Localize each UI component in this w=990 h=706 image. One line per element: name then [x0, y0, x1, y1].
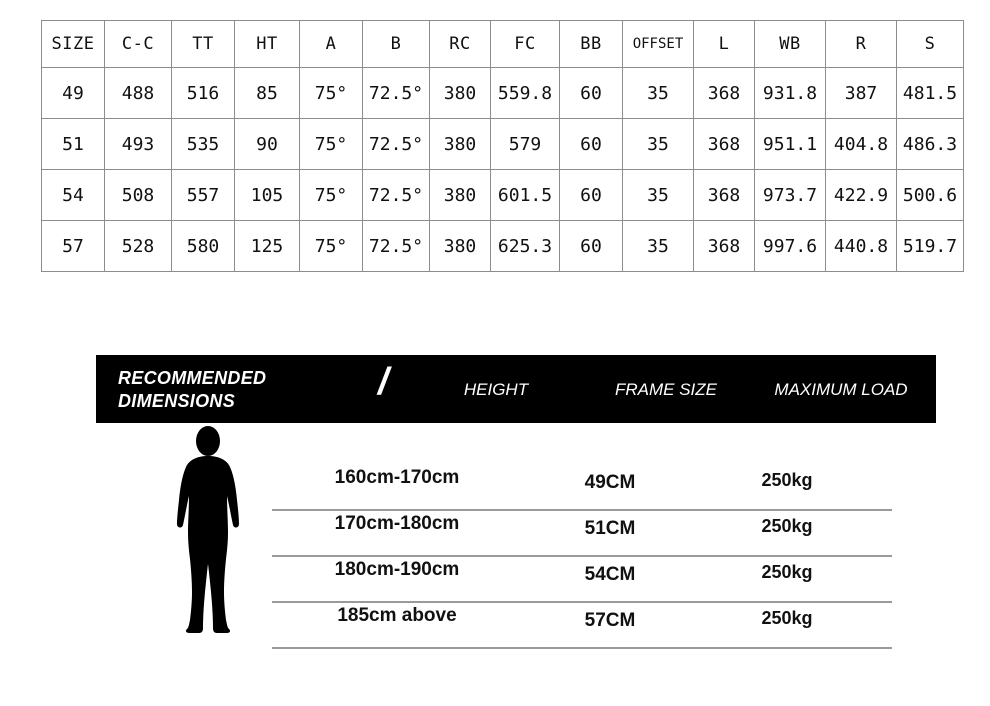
cell-ht: 125 — [235, 221, 300, 272]
recommended-dimensions-header — [96, 355, 936, 423]
cell-cc: 493 — [105, 119, 172, 170]
column-header-offset: OFFSET — [623, 21, 694, 68]
cell-offset: 35 — [623, 119, 694, 170]
row-maximum-load: 250kg — [761, 562, 813, 582]
cell-rc: 380 — [430, 170, 491, 221]
cell-fc: 559.8 — [491, 68, 560, 119]
cell-wb: 951.1 — [755, 119, 826, 170]
column-header-fc: FC — [491, 21, 560, 68]
cell-ht: 105 — [235, 170, 300, 221]
row-maximum-load: 250kg — [761, 470, 813, 490]
spec-table-body — [42, 68, 964, 272]
cell-b: 72.5° — [363, 68, 430, 119]
cell-cc: 488 — [105, 68, 172, 119]
cell-l: 368 — [694, 170, 755, 221]
table-row — [42, 221, 964, 272]
column-header-frame-size: FRAME SIZE — [614, 380, 717, 399]
cell-ht: 90 — [235, 119, 300, 170]
column-header-bb: BB — [560, 21, 623, 68]
cell-a: 75° — [300, 68, 363, 119]
cell-l: 368 — [694, 119, 755, 170]
cell-r: 404.8 — [826, 119, 897, 170]
list-item — [272, 603, 892, 649]
cell-tt: 535 — [172, 119, 235, 170]
geometry-spec-table — [41, 20, 958, 272]
column-header-height: HEIGHT — [463, 380, 529, 399]
cell-offset: 35 — [623, 68, 694, 119]
cell-tt: 557 — [172, 170, 235, 221]
list-item — [272, 465, 892, 511]
cell-s: 481.5 — [897, 68, 964, 119]
cell-s: 500.6 — [897, 170, 964, 221]
spec-table-header — [42, 21, 964, 68]
cell-fc: 601.5 — [491, 170, 560, 221]
cell-r: 440.8 — [826, 221, 897, 272]
cell-r: 422.9 — [826, 170, 897, 221]
cell-s: 486.3 — [897, 119, 964, 170]
row-maximum-load: 250kg — [761, 516, 813, 536]
cell-cc: 528 — [105, 221, 172, 272]
spec-table-header-row — [42, 21, 964, 68]
cell-tt: 516 — [172, 68, 235, 119]
cell-tt: 580 — [172, 221, 235, 272]
column-header-tt: TT — [172, 21, 235, 68]
cell-bb: 60 — [560, 170, 623, 221]
row-height-value: 180cm-190cm — [334, 559, 460, 580]
cell-cc: 508 — [105, 170, 172, 221]
column-header-wb: WB — [755, 21, 826, 68]
cell-b: 72.5° — [363, 170, 430, 221]
cell-b: 72.5° — [363, 221, 430, 272]
cell-fc: 625.3 — [491, 221, 560, 272]
cell-size: 49 — [42, 68, 105, 119]
cell-bb: 60 — [560, 68, 623, 119]
column-header-cc: C-C — [105, 21, 172, 68]
standing-person-silhouette-icon — [148, 425, 268, 645]
cell-wb: 931.8 — [755, 68, 826, 119]
table-row — [42, 68, 964, 119]
column-header-a: A — [300, 21, 363, 68]
row-frame-size: 51CM — [584, 518, 636, 539]
row-frame-size: 49CM — [584, 472, 636, 493]
title-separator: / — [378, 361, 389, 403]
column-header-b: B — [363, 21, 430, 68]
cell-rc: 380 — [430, 221, 491, 272]
row-frame-size: 57CM — [584, 610, 636, 631]
cell-wb: 973.7 — [755, 170, 826, 221]
cell-wb: 997.6 — [755, 221, 826, 272]
cell-size: 54 — [42, 170, 105, 221]
table-row — [42, 119, 964, 170]
panel-title-line1: RECOMMENDED — [118, 368, 267, 388]
column-header-size: SIZE — [42, 21, 105, 68]
row-height-value: 185cm above — [337, 605, 457, 626]
column-header-maximum-load: MAXIMUM LOAD — [774, 380, 908, 399]
cell-a: 75° — [300, 221, 363, 272]
panel-title — [118, 367, 348, 412]
spec-table — [41, 20, 964, 272]
cell-offset: 35 — [623, 170, 694, 221]
cell-bb: 60 — [560, 221, 623, 272]
cell-size: 51 — [42, 119, 105, 170]
cell-ht: 85 — [235, 68, 300, 119]
recommended-dimensions-panel — [96, 355, 936, 631]
cell-b: 72.5° — [363, 119, 430, 170]
cell-offset: 35 — [623, 221, 694, 272]
recommended-dimensions-rows — [272, 465, 892, 649]
row-maximum-load: 250kg — [761, 608, 813, 628]
panel-title-line2: DIMENSIONS — [118, 390, 236, 411]
cell-a: 75° — [300, 170, 363, 221]
cell-s: 519.7 — [897, 221, 964, 272]
row-frame-size: 54CM — [584, 564, 636, 585]
list-item — [272, 557, 892, 603]
cell-fc: 579 — [491, 119, 560, 170]
cell-l: 368 — [694, 221, 755, 272]
column-header-ht: HT — [235, 21, 300, 68]
cell-a: 75° — [300, 119, 363, 170]
column-header-s: S — [897, 21, 964, 68]
row-height-value: 170cm-180cm — [334, 513, 460, 534]
column-header-r: R — [826, 21, 897, 68]
cell-bb: 60 — [560, 119, 623, 170]
cell-l: 368 — [694, 68, 755, 119]
column-header-rc: RC — [430, 21, 491, 68]
cell-r: 387 — [826, 68, 897, 119]
list-item — [272, 511, 892, 557]
column-header-l: L — [694, 21, 755, 68]
cell-rc: 380 — [430, 68, 491, 119]
table-row — [42, 170, 964, 221]
cell-rc: 380 — [430, 119, 491, 170]
row-height-value: 160cm-170cm — [334, 467, 460, 488]
cell-size: 57 — [42, 221, 105, 272]
